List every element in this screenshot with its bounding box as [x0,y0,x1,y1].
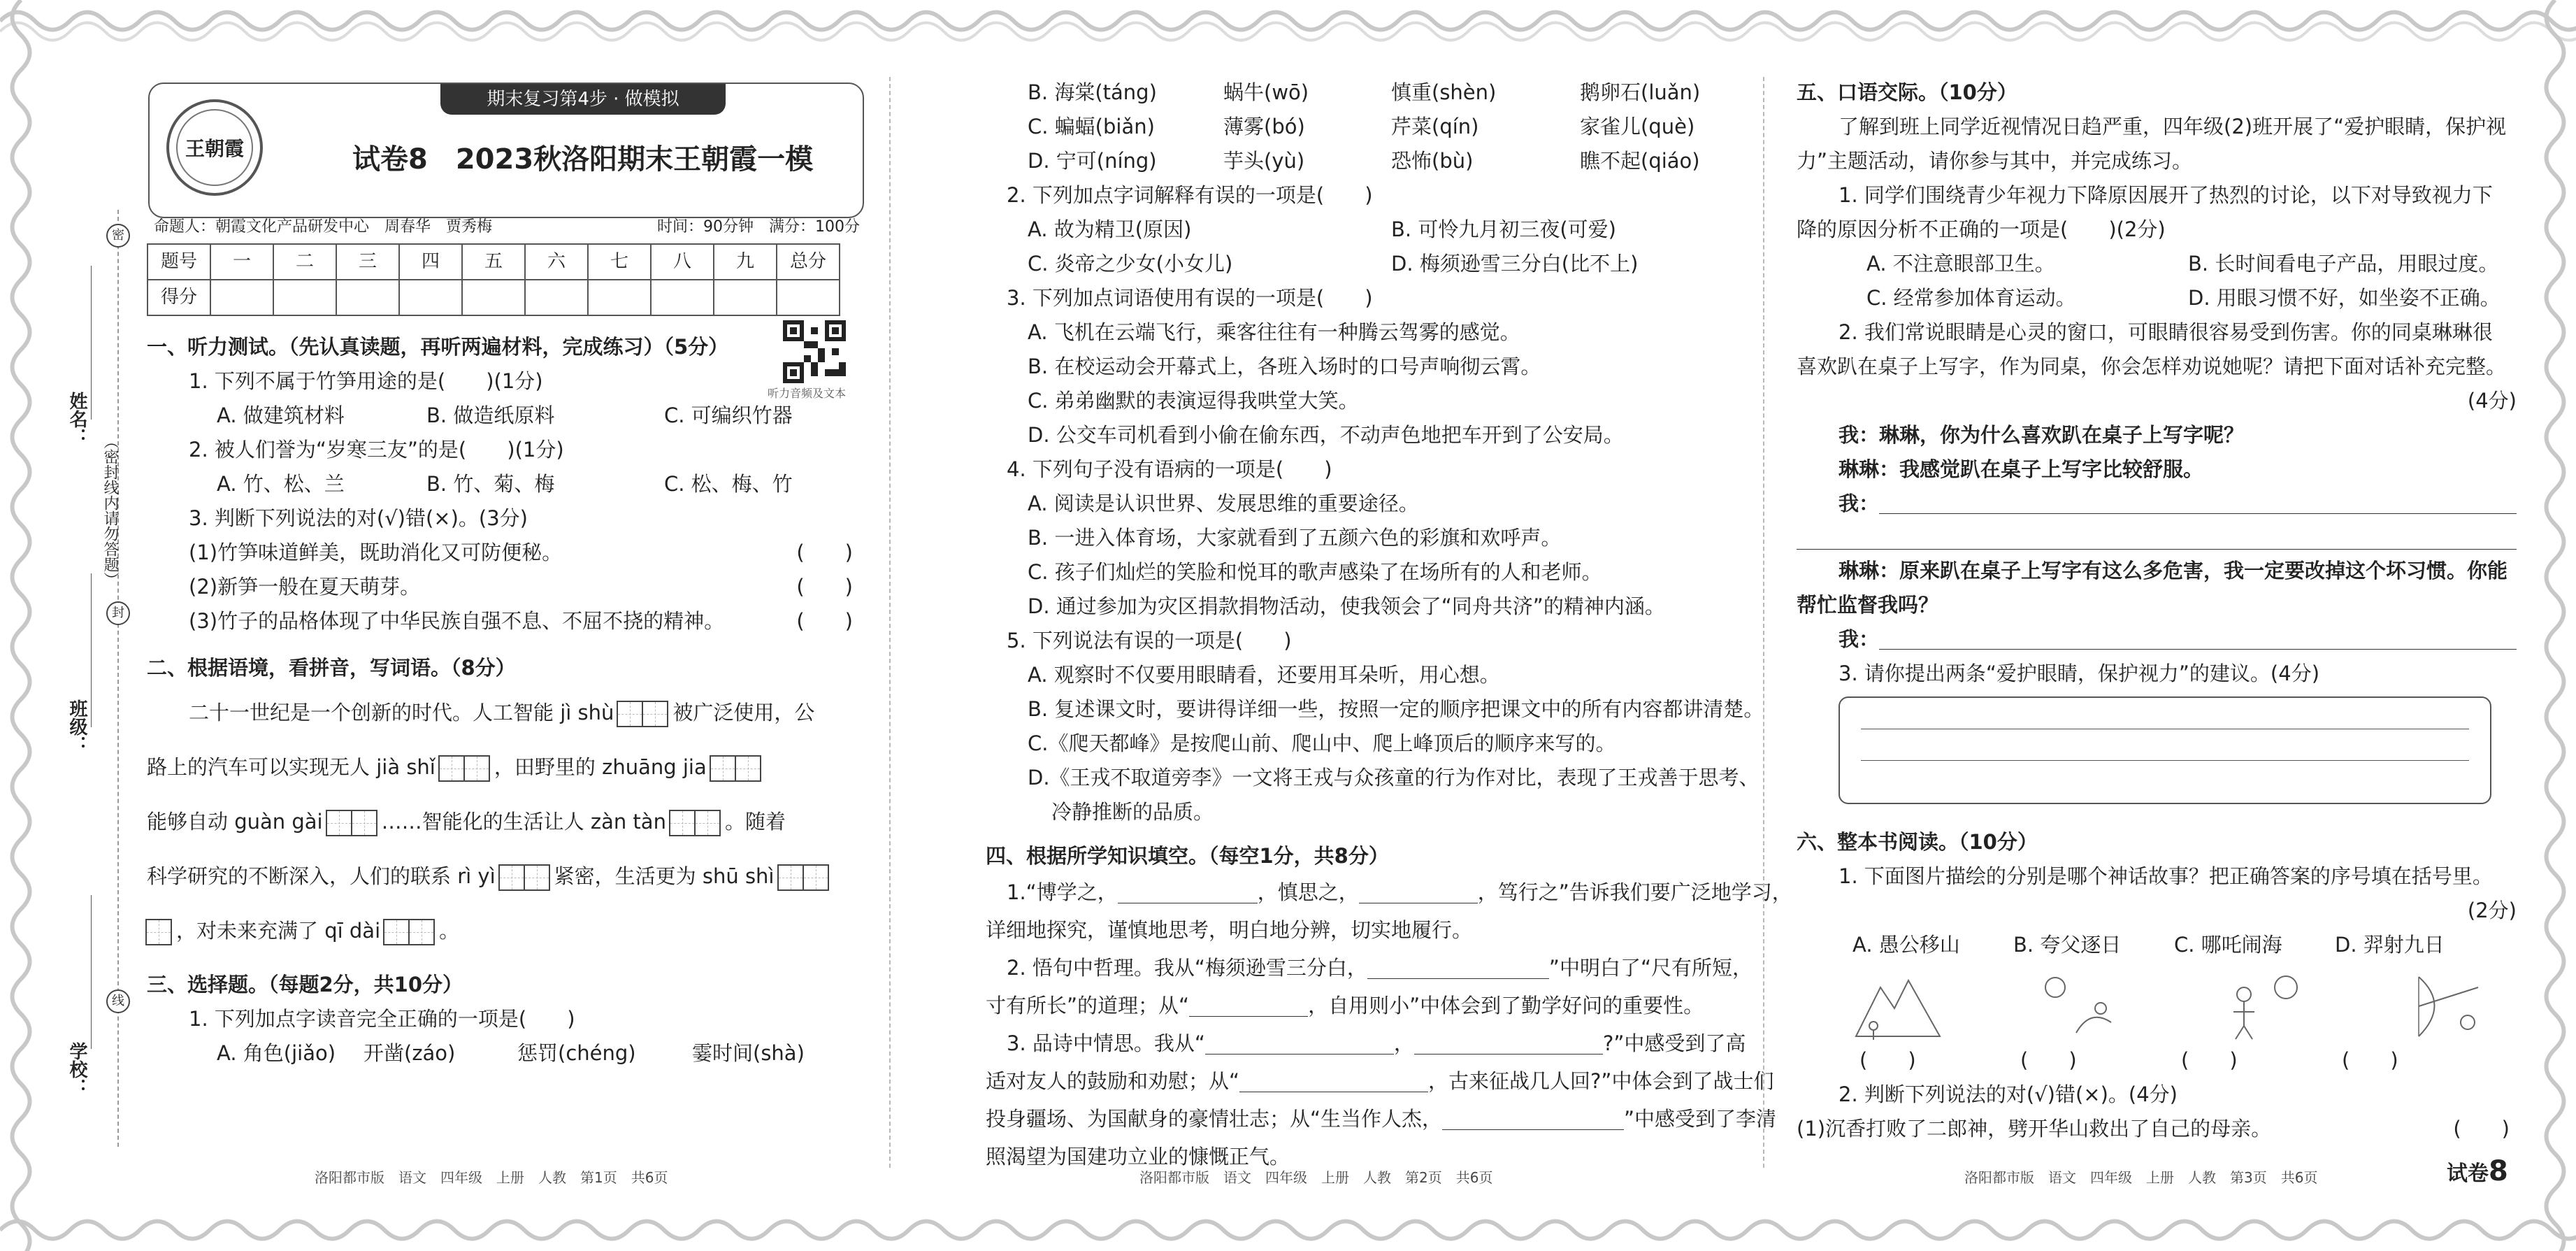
option-d: D. 羿射九日 [2335,933,2445,957]
fill-text: 适对友人的鼓励和劝慰；从“ [986,1069,1240,1093]
seal-xian: 线 [106,989,130,1013]
section-3-title: 三、选择题。（每题2分，共10分） [147,973,463,996]
fill-q3 [986,1024,1746,1062]
option-d[interactable]: D.《王戎不取道旁李》一文将王戎与众孩童的行为作对比，表现了王戎善于思考、 [1028,766,1760,789]
exam-number-tag [2447,1155,2508,1187]
class-write-line[interactable] [91,573,92,727]
page-1 [147,70,867,1071]
option-b[interactable]: B. 可怜九月初三夜(可爱) [1391,217,1616,241]
sun-chase-picture [2034,966,2125,1043]
pinyin-line-4 [147,849,867,903]
reading-q2-item-1 [1797,1112,2517,1146]
qr-caption: 听力音频及文本 [768,387,847,400]
seal-mi: 密 [106,224,130,248]
score-header-cell: 五 [462,244,525,280]
oral-intro: 了解到班上同学近视情况日趋严重，四年级(2)班开展了“爱护眼睛，保护视 [1839,115,2507,138]
exam-author: 命题人：朝霞文化产品研发中心 周春华 贾秀梅 [154,218,493,236]
fill-blank[interactable] [1205,1033,1394,1055]
option-a[interactable]: A. 故为精卫(原因) [1028,217,1192,241]
word-pinyin: 开凿(záo) [364,1041,456,1065]
name-write-line[interactable] [91,266,92,420]
answer-paren[interactable]: ( ) [2020,1048,2077,1072]
listening-q2: 2. 被人们誉为“岁寒三友”的是( )(1分) [189,438,564,462]
dialog-answer-line[interactable] [1879,628,2517,650]
dialog-line-4-continued: 帮忙监督我吗？ [1797,593,1939,617]
word-pinyin: 薄雾(bó) [1223,115,1305,138]
option-d[interactable]: D. 用眼习惯不好，如坐姿不正确。 [2188,286,2501,310]
word-pinyin: A. 角色(jiǎo) [217,1041,336,1065]
choice-q2-options-ab [986,213,1741,247]
fill-blank[interactable] [1367,957,1549,979]
pinyin-text: ，田野里的 zhuāng jia [494,755,707,779]
listening-q2-options [147,467,867,501]
listening-q3: 3. 判断下列说法的对(√)错(×)。(3分) [189,506,528,530]
word-pinyin: 惩罚(chéng) [517,1041,636,1065]
fill-text: 投身疆场、为国献身的豪情壮志；从“生当作人杰， [986,1107,1443,1131]
dialog-line-4: 琳琳：原来趴在桌子上写字有这么多危害，我一定要改掉这个坏习惯。你能 [1839,559,2508,582]
choice-q4: 4. 下列句子没有语病的一项是( ) [1007,457,1332,481]
score-header-cell: 一 [210,244,273,280]
option-b[interactable]: B. 做造纸原料 [426,403,555,427]
fill-blank[interactable] [1359,882,1478,903]
page-divider-2 [1763,77,1764,1168]
score-cell[interactable] [210,280,273,315]
fill-q3-continued-1 [986,1062,1774,1100]
class-label: 班级： [66,699,87,754]
oral-intro-continued: 力”主题活动，请你参与其中，并完成练习。 [1797,149,2193,173]
exam-title: 试卷8 2023秋洛阳期末王朝霞一模 [352,143,814,176]
dialog-line-5 [1797,622,2517,657]
tianzige-2[interactable] [384,919,435,945]
option-d-continued: 冷静推断的品质。 [1051,800,1214,824]
option-c[interactable]: C. 松、梅、竹 [664,472,793,496]
listening-q1-options [147,399,867,433]
oral-q3: 3. 请你提出两条“爱护眼睛，保护视力”的建议。(4分) [1839,662,2320,685]
judge-statement: (2)新笋一般在夏天萌芽。 [189,575,421,599]
score-cell[interactable] [525,280,588,315]
fill-text: ，古来征战几人回?”中体会到了战士们 [1428,1069,1774,1093]
school-label: 学校： [66,1042,87,1096]
listening-q3-item-2 [147,570,867,604]
fill-text: ，自用则小”中体会到了勤学好问的重要性。 [1308,994,1704,1017]
word-pinyin: 芹菜(qín) [1391,115,1479,138]
exam-tag-number: 8 [2489,1155,2508,1187]
word-pinyin: 芋头(yù) [1223,149,1305,173]
name-label: 姓名： [66,392,87,446]
score-cell[interactable] [777,280,840,315]
fill-text: ， [1393,1031,1414,1055]
word-pinyin: C. 蝙蝠(biǎn) [1028,115,1155,138]
dialog-line-1: 我：琳琳，你为什么喜欢趴在桌子上写字呢？ [1839,423,2245,447]
tianzige-1[interactable] [147,919,172,945]
pinyin-text: 。随着 [724,810,786,834]
choice-q1-option-a[interactable] [147,1036,867,1071]
choice-q2-options-cd [986,247,1741,281]
word-pinyin: D. 宁可(níng) [1028,149,1157,173]
exam-info [147,215,867,239]
section-2-title: 二、根据语境，看拼音，写词语。（8分） [147,656,516,680]
fill-text: ，慎思之， [1257,880,1359,904]
option-c: C. 哪吒闹海 [2174,933,2282,957]
score-header-cell: 总分 [777,244,840,280]
answer-paren[interactable]: ( ) [2342,1048,2398,1072]
option-b[interactable]: B. 复述课文时，要讲得详细一些，按照一定的顺序把课文中的所有内容都讲清楚。 [1028,697,1764,721]
pinyin-text: 被广泛使用，公 [672,701,815,724]
answer-paren[interactable]: ( ) [1859,1048,1916,1072]
answer-paren[interactable]: ( ) [796,575,853,599]
option-b: B. 夸父逐日 [2013,933,2122,957]
option-c[interactable]: C. 弟弟幽默的表演逗得我哄堂大笑。 [1028,389,1359,413]
score-header-cell: 八 [651,244,714,280]
option-a[interactable]: A. 阅读是认识世界、发展思维的重要途径。 [1028,492,1419,515]
word-pinyin: 慎重(shèn) [1391,80,1497,104]
option-a[interactable]: A. 观察时不仅要用眼睛看，还要用耳朵听，用心想。 [1028,663,1500,687]
listening-q1: 1. 下列不属于竹笋用途的是( )(1分) [189,369,543,393]
oral-q2-points: (4分) [2467,389,2517,413]
seal-note: （密封线内请勿答题） [101,434,119,587]
score-cell[interactable] [273,280,336,315]
pinyin-text: 紧密，生活更为 shū shì [554,864,775,888]
page-2-footer: 洛阳都市版 语文 四年级 上册 人教 第2页 共6页 [1139,1169,1493,1186]
section-1-title: 一、听力测试。（先认真读题，再听两遍材料，完成练习）（5分） [147,335,729,359]
word-pinyin: B. 海棠(táng) [1028,80,1157,104]
score-cell[interactable] [588,280,651,315]
oral-q2: 2. 我们常说眼睛是心灵的窗口，可眼睛很容易受到伤害。你的同桌琳琳很 [1839,320,2493,344]
tianzige-2[interactable] [500,864,550,891]
choice-q1-option-c[interactable] [986,110,1741,144]
option-c[interactable]: C. 经常参加体育运动。 [1866,286,2076,310]
oral-q2-continued: 喜欢趴在桌子上写字，作为同桌，你会怎样劝说她呢？请把下面对话补充完整。 [1797,355,2507,378]
pinyin-text: ，对未来充满了 qī dài [176,919,381,943]
mountain-picture [1852,966,1943,1043]
nezha-picture [2216,966,2307,1043]
page-1-footer: 洛阳都市版 语文 四年级 上册 人教 第1页 共6页 [315,1169,668,1186]
reading-q2: 2. 判断下列说法的对(√)错(×)。(4分) [1839,1082,2178,1106]
page-3 [1797,76,2517,1146]
choice-q5: 5. 下列说法有误的一项是( ) [1007,629,1292,652]
suggestion-answer-box[interactable] [1839,696,2491,804]
fill-text: 2. 悟句中哲理。我从“梅须逊雪三分白， [1007,956,1367,980]
judge-statement: (1)沉香打败了二郎神，劈开华山救出了自己的母亲。 [1797,1117,2272,1141]
score-header-cell: 七 [588,244,651,280]
tianzige-2[interactable] [670,810,721,836]
choice-q1-option-d[interactable] [986,144,1741,178]
score-cell[interactable] [399,280,462,315]
myth-answer-parens [1797,1043,2517,1078]
exam-time-score: 时间：90分钟 满分：100分 [657,218,860,236]
fill-blank[interactable] [1239,1071,1428,1092]
pinyin-line-3 [147,794,867,849]
option-a: A. 愚公移山 [1852,933,1960,957]
choice-q2: 2. 下列加点字词解释有误的一项是( ) [1007,183,1373,207]
page-3-footer: 洛阳都市版 语文 四年级 上册 人教 第3页 共6页 [1964,1169,2318,1186]
qr-code[interactable] [783,320,846,383]
answer-paren[interactable]: ( ) [796,609,853,633]
option-a[interactable]: A. 竹、松、兰 [217,472,345,496]
choice-q3: 3. 下列加点词语使用有误的一项是( ) [1007,286,1373,310]
score-table [147,243,840,316]
option-b[interactable]: B. 长时间看电子产品，用眼过度。 [2188,252,2499,276]
pinyin-text: ……智能化的生活让人 zàn tàn [381,810,666,834]
option-c[interactable]: C. 可编织竹器 [664,403,793,427]
answer-paren[interactable]: ( ) [796,541,853,564]
option-d[interactable]: D. 梅须逊雪三分白(比不上) [1391,252,1639,276]
fill-text: ”中明白了“尺有所短， [1548,956,1753,980]
reading-q1: 1. 下面图片描绘的分别是哪个神话故事？把正确答案的序号填在括号里。 [1839,864,2493,888]
judge-statement: (3)竹子的品格体现了中华民族自强不息、不屈不挠的精神。 [189,609,725,633]
fill-q2 [986,949,1753,987]
bottom-wave-border [0,1209,2576,1251]
speaker: 我： [1839,627,1880,651]
section-5-title: 五、口语交际。（10分） [1797,80,2017,104]
fill-text: 3. 品诗中情思。我从“ [1007,1031,1205,1055]
fill-text: ”中感受到了李清 [1624,1107,1777,1131]
pinyin-text: 科学研究的不断深入，人们的联系 rì yì [147,864,496,888]
score-header-cell: 四 [399,244,462,280]
pinyin-text: 能够自动 guàn gài [147,810,323,834]
fill-q3-continued-3: 照渴望为国建功立业的慷慨正气。 [986,1145,1290,1168]
score-header-cell: 六 [525,244,588,280]
header-banner: 期末复习第4步 · 做模拟 [440,84,726,115]
right-wave-border [2534,0,2576,1251]
fill-q1-continued: 详细地探究，谨慎地思考，明白地分辨，切实地履行。 [986,918,1473,942]
myth-pictures [1797,966,2517,1043]
fill-blank[interactable] [1414,1033,1603,1055]
word-pinyin: 恐怖(bù) [1391,149,1474,173]
score-header-cell: 二 [273,244,336,280]
pinyin-text: 二十一世纪是一个创新的时代。人工智能 jì shù [189,701,614,724]
listening-q3-item-3 [147,604,867,638]
dialog-line-2: 琳琳：我感觉趴在桌子上写字比较舒服。 [1839,457,2204,481]
page-2 [986,76,1792,1175]
fill-blank[interactable] [1442,1108,1624,1130]
listening-q3-item-1 [147,536,867,570]
pinyin-line-2 [147,740,867,794]
tianzige-2[interactable] [711,755,761,782]
fill-text: 寸有所长”的道理；从“ [986,994,1190,1017]
word-pinyin: 霎时间(shà) [692,1041,805,1065]
option-b[interactable]: B. 竹、菊、梅 [426,472,555,496]
tianzige-2[interactable] [327,810,377,836]
fill-blank[interactable] [1118,882,1258,903]
seal-feng: 封 [106,601,130,625]
reading-q1-points: (2分) [2467,899,2517,922]
oral-q1-continued: 降的原因分析不正确的一项是( )(2分) [1797,217,2166,241]
choice-q1-option-b[interactable] [986,76,1741,110]
score-cell[interactable] [462,280,525,315]
word-pinyin: 蜗牛(wō) [1223,80,1309,104]
option-a[interactable]: A. 做建筑材料 [217,403,345,427]
section-6-title: 六、整本书阅读。（10分） [1797,830,2038,854]
pinyin-line-5 [147,903,867,958]
answer-paren[interactable]: ( ) [2453,1117,2510,1141]
left-wave-border [0,0,42,1251]
fill-q1 [986,873,1792,911]
reading-q1-options [1797,928,2517,962]
fill-blank[interactable] [1189,995,1308,1017]
choice-q1: 1. 下列加点字读音完全正确的一项是( ) [189,1007,575,1031]
speaker: 我： [1839,492,1880,515]
section-4-title: 四、根据所学知识填空。（每空1分，共8分） [986,844,1389,868]
option-a[interactable]: A. 不注意眼部卫生。 [1866,252,2055,276]
word-pinyin: 瞧不起(qiáo) [1580,149,1700,173]
option-c[interactable]: C. 孩子们灿烂的笑脸和悦耳的歌声感染了在场所有的人和老师。 [1028,560,1602,584]
oral-q1-options-ab [1797,247,2517,281]
exam-tag-prefix: 试卷 [2447,1161,2489,1186]
score-header-cell: 九 [714,244,777,280]
fill-q3-continued-2 [986,1100,1777,1138]
judge-statement: (1)竹笋味道鲜美，既助消化又可防便秘。 [189,541,563,564]
option-d[interactable]: D. 通过参加为灾区捐款捐物活动，使我领会了“同舟共济”的精神内涵。 [1028,594,1665,618]
tianzige-2[interactable] [440,755,490,782]
score-cell[interactable] [336,280,399,315]
fill-text: ，笃行之”告诉我们要广泛地学习， [1477,880,1792,904]
page-divider-1 [889,77,891,1168]
score-row-label: 得分 [147,280,210,315]
option-c[interactable]: C.《爬天都峰》是按爬山前、爬山中、爬上峰顶后的顺序来写的。 [1028,731,1616,755]
answer-paren[interactable]: ( ) [2181,1048,2238,1072]
score-cell[interactable] [714,280,777,315]
option-b[interactable]: B. 在校运动会开幕式上，各班入场时的口号声响彻云霄。 [1028,355,1541,378]
archer-picture [2398,966,2489,1043]
score-header-cell: 题号 [147,244,210,280]
word-pinyin: 家雀儿(què) [1580,115,1695,138]
pinyin-text: 。 [439,919,460,943]
fill-q2-continued [986,987,1741,1024]
dialog-answer-line[interactable] [1879,492,2517,514]
option-d[interactable]: D. 公交车司机看到小偷在偷东西，不动声色地把车开到了公安局。 [1028,423,1624,447]
option-b[interactable]: B. 一进入体育场，大家就看到了五颜六色的彩旗和欢呼声。 [1028,526,1562,550]
fill-text: ?”中感受到了高 [1602,1031,1746,1055]
oral-q1-options-cd [1797,281,2517,315]
word-pinyin: 鹅卵石(luǎn) [1580,80,1701,104]
fill-text: 1.“博学之， [1007,880,1118,904]
score-header-cell: 三 [336,244,399,280]
score-cell[interactable] [651,280,714,315]
dialog-answer-line-2[interactable] [1797,521,2517,550]
tianzige-2[interactable] [779,864,829,891]
pinyin-line-1 [147,685,867,740]
logo-text: 王朝霞 [176,109,253,186]
dialog-line-3 [1797,487,2517,521]
school-write-line[interactable] [91,895,92,1049]
option-c[interactable]: C. 炎帝之少女(小女儿) [1028,252,1233,276]
option-a[interactable]: A. 飞机在云端飞行，乘客往往有一种腾云驾雾的感觉。 [1028,320,1520,344]
top-wave-border [0,0,2576,42]
tianzige-2[interactable] [618,701,668,727]
oral-q1: 1. 同学们围绕青少年视力下降原因展开了热烈的讨论，以下对导致视力下 [1839,183,2493,207]
pinyin-text: 路上的汽车可以实现无人 jià shǐ [147,755,436,779]
